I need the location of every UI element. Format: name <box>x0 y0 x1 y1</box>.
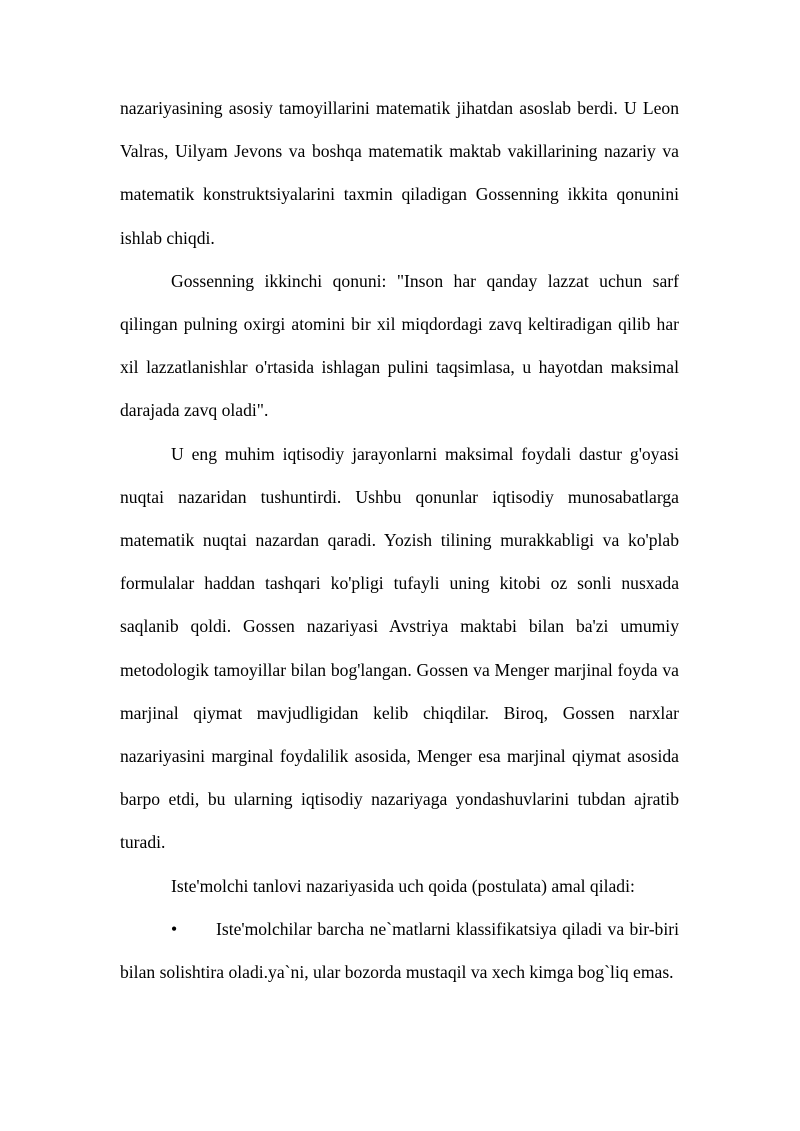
paragraph-continuation: nazariyasining asosiy tamoyillarini matematik jihatdan asoslab berdi. U Leon Valras, Uilyam Jevons va boshqa matematik maktab vakillarining nazariy va matematik konstruktsiyalarini taxmin qiladigan Gossenning ikkita qonunini ishlab chiqdi. <box>120 98 679 248</box>
document-body <box>120 87 679 994</box>
bullet-marker: • <box>171 918 178 939</box>
bullet-list-item <box>120 908 679 994</box>
paragraph-economic-processes: U eng muhim iqtisodiy jarayonlarni maksimal foydali dastur g'oyasi nuqtai nazaridan tushuntirdi. Ushbu qonunlar iqtisodiy munosabatlarga matematik nuqtai nazardan qaradi. Yozish tilining murakkabligi va ko'plab formulalar haddan tashqari ko'pligi tufayli uning kitobi oz sonli nusxada saqlanib qoldi. Gossen nazariyasi Avstriya maktabi bilan ba'zi umumiy metodologik tamoyillar bilan bog'langan. Gossen va Menger marjinal foyda va marjinal qiymat mavjudligidan kelib chiqdilar. Biroq, Gossen narxlar nazariyasini marginal foydalilik asosida, Menger esa marjinal qiymat asosida barpo etdi, bu ularning iqtisodiy nazariyaga yondashuvlarini tubdan ajratib turadi. <box>120 443 679 853</box>
bullet-text: Iste'molchilar barcha ne`matlarni klassifikatsiya qiladi va bir-biri bilan solishtira oladi.ya`ni, ular bozorda mustaqil va xech kimga bog`liq emas. <box>120 918 679 983</box>
paragraph-consumer-choice-intro: Iste'molchi tanlovi nazariyasida uch qoida (postulata) amal qiladi: <box>171 875 635 896</box>
paragraph-gossen-second-law: Gossenning ikkinchi qonuni: "Inson har qanday lazzat uchun sarf qilingan pulning oxirgi atomini bir xil miqdordagi zavq keltiradigan qilib har xil lazzatlanishlar o'rtasida ishlagan pulini taqsimlasa, u hayotdan maksimal darajada zavq oladi". <box>120 270 679 421</box>
